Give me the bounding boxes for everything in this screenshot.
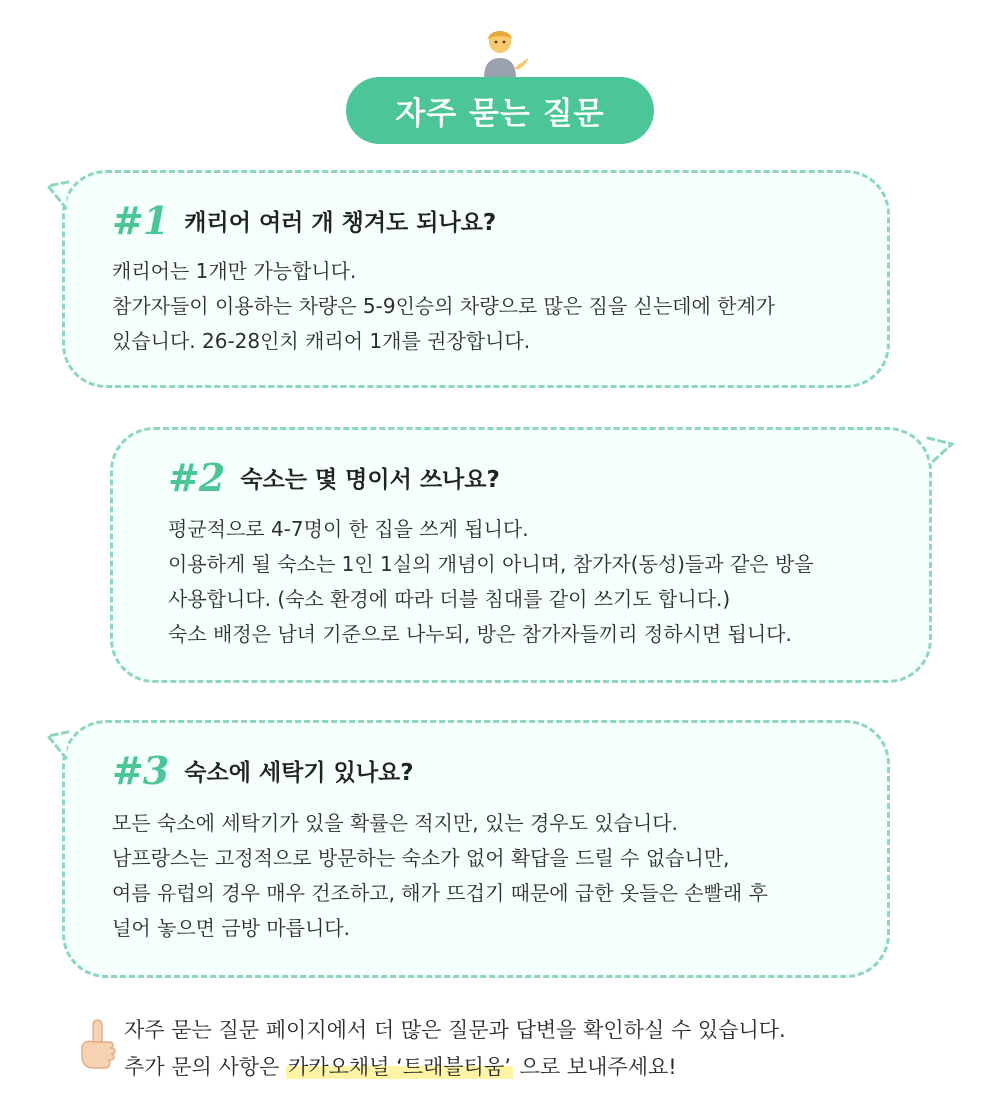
answer-line: 이용하게 될 숙소는 1인 1실의 개념이 아니며, 참가자(동성)들과 같은 방을 xyxy=(168,552,814,576)
footer-line-1: 자주 묻는 질문 페이지에서 더 많은 질문과 답변을 확인하실 수 있습니다. xyxy=(124,1018,786,1042)
faq-question-3 xyxy=(112,748,414,793)
speech-tail-left-1 xyxy=(44,178,84,212)
footer-line-2-prefix: 추가 문의 사항은 xyxy=(124,1055,287,1079)
answer-line: 있습니다. 26-28인치 캐리어 1개를 권장합니다. xyxy=(112,329,531,353)
answer-line: 숙소 배정은 남녀 기준으로 나누되, 방은 참가자들끼리 정하시면 됩니다. xyxy=(168,622,792,646)
faq-question-text-2: 숙소는 몇 명이서 쓰나요? xyxy=(240,467,500,493)
speech-tail-right-2 xyxy=(912,434,956,468)
answer-line: 남프랑스는 고정적으로 방문하는 숙소가 없어 확답을 드릴 수 없습니만, xyxy=(112,846,730,870)
answer-line: 널어 놓으면 금방 마릅니다. xyxy=(112,916,350,940)
faq-question-1 xyxy=(112,198,496,243)
kakao-channel-highlight: 카카오채널 ‘트래블티움’ xyxy=(288,1055,511,1079)
faq-question-text-1: 캐리어 여러 개 챙겨도 되나요? xyxy=(184,210,497,236)
page-title xyxy=(346,77,654,144)
speech-tail-left-3 xyxy=(44,728,84,762)
footer-line-2-suffix: 으로 보내주세요! xyxy=(512,1055,677,1079)
answer-line: 평균적으로 4-7명이 한 집을 쓰게 됩니다. xyxy=(168,517,529,541)
footer-note xyxy=(124,1012,786,1086)
faq-answer-1 xyxy=(112,254,775,359)
footer-line-2 xyxy=(124,1049,786,1086)
pointing-up-hand-icon xyxy=(76,1018,116,1076)
person-tipping-hand-icon xyxy=(470,18,530,78)
answer-line: 사용합니다. (숙소 환경에 따라 더블 침대를 같이 쓰기도 합니다.) xyxy=(168,587,731,611)
faq-question-text-3: 숙소에 세탁기 있나요? xyxy=(184,760,414,786)
faq-number-2: #2 xyxy=(168,455,225,500)
faq-answer-2 xyxy=(168,512,814,652)
page-title-text: 자주 묻는 질문 xyxy=(395,96,605,132)
answer-line: 참가자들이 이용하는 차량은 5-9인승의 차량으로 많은 짐을 싣는데에 한계가 xyxy=(112,294,776,318)
faq-number-1: #1 xyxy=(112,198,169,243)
answer-line: 캐리어는 1개만 가능합니다. xyxy=(112,259,357,283)
faq-number-3: #3 xyxy=(112,748,169,793)
answer-line: 모든 숙소에 세탁기가 있을 확률은 적지만, 있는 경우도 있습니다. xyxy=(112,811,678,835)
faq-answer-3 xyxy=(112,806,768,946)
faq-question-2 xyxy=(168,455,500,500)
answer-line: 여름 유럽의 경우 매우 건조하고, 해가 뜨겁기 때문에 급한 옷들은 손빨래 후 xyxy=(112,881,768,905)
